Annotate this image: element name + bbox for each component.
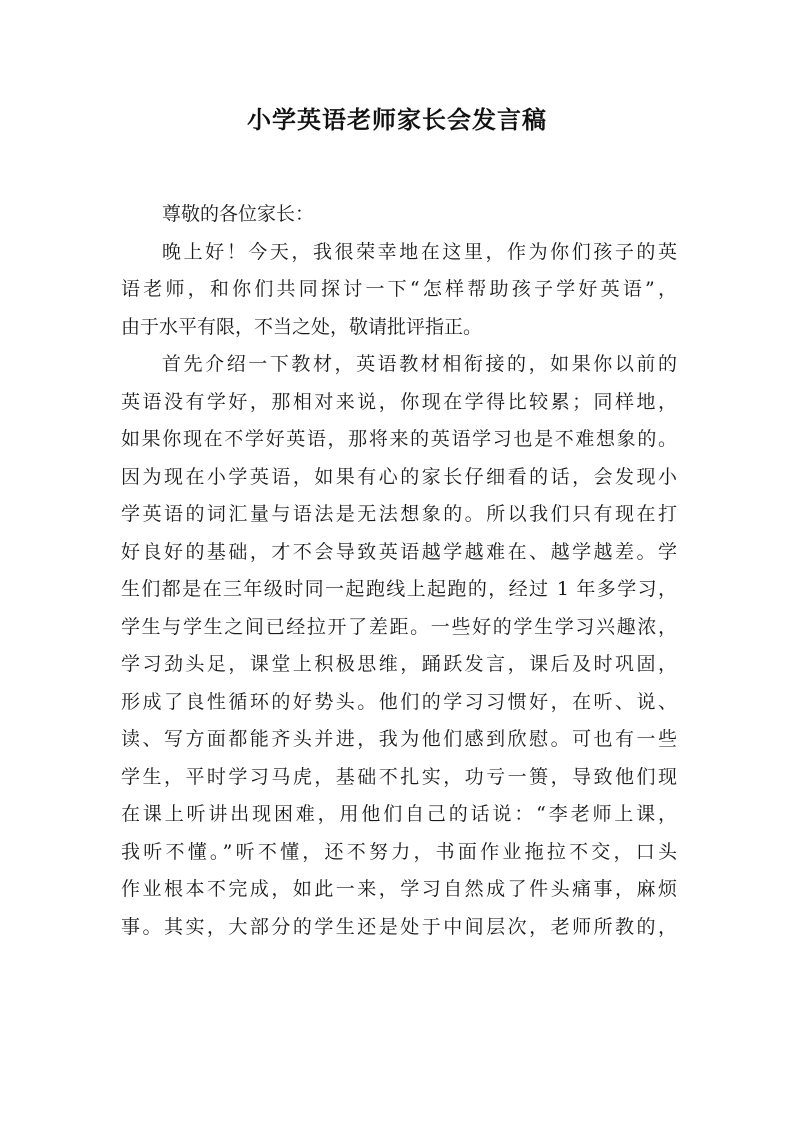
text-line: 首先介绍一下教材，英语教材相衔接的，如果你以前的	[162, 353, 677, 375]
text-line: 学生，平时学习马虎，基础不扎实，功亏一篑，导致他们现	[121, 765, 677, 788]
text-line: 读、写方面都能齐头并进，我为他们感到欣慰。可也有一些	[121, 728, 677, 750]
text-line: 在课上听讲出现困难，用他们自己的话说：“李老师上课，	[121, 803, 677, 825]
text-line: 语老师，和你们共同探讨一下“怎样帮助孩子学好英语”，	[121, 278, 677, 300]
text-line: 如果你现在不学好英语，那将来的英语学习也是不难想象的。	[121, 428, 677, 450]
text-line: 事。其实，大部分的学生还是处于中间层次，老师所教的，	[121, 915, 677, 938]
text-line: 晚上好！今天，我很荣幸地在这里，作为你们孩子的英	[162, 240, 677, 263]
text-line: 好良好的基础，才不会导致英语越学越难在、越学越差。学	[121, 540, 677, 563]
text-line: 我听不懂。”听不懂，还不努力，书面作业拖拉不交，口头	[121, 840, 677, 863]
text-line: 由于水平有限，不当之处，敬请批评指正。	[121, 315, 483, 338]
document-body	[121, 196, 677, 946]
text-line: 因为现在小学英语，如果有心的家长仔细看的话，会发现小	[121, 465, 677, 488]
text-line: 作业根本不完成，如此一来，学习自然成了件头痛事，麻烦	[121, 878, 677, 900]
text-line: 形成了良性循环的好势头。他们的学习习惯好，在听、说、	[121, 690, 677, 713]
text-line: 尊敬的各位家长：	[162, 203, 315, 225]
document-title: 小学英语老师家长会发言稿	[247, 106, 547, 134]
text-line: 生们都是在三年级时同一起跑线上起跑的，经过 1 年多学习，	[121, 578, 677, 600]
text-line: 学习劲头足，课堂上积极思维，踊跃发言，课后及时巩固，	[121, 653, 677, 675]
text-line: 英语没有学好，那相对来说，你现在学得比较累；同样地，	[121, 390, 677, 413]
text-line: 学英语的词汇量与语法是无法想象的。所以我们只有现在打	[121, 503, 677, 525]
text-line: 学生与学生之间已经拉开了差距。一些好的学生学习兴趣浓，	[121, 615, 677, 638]
